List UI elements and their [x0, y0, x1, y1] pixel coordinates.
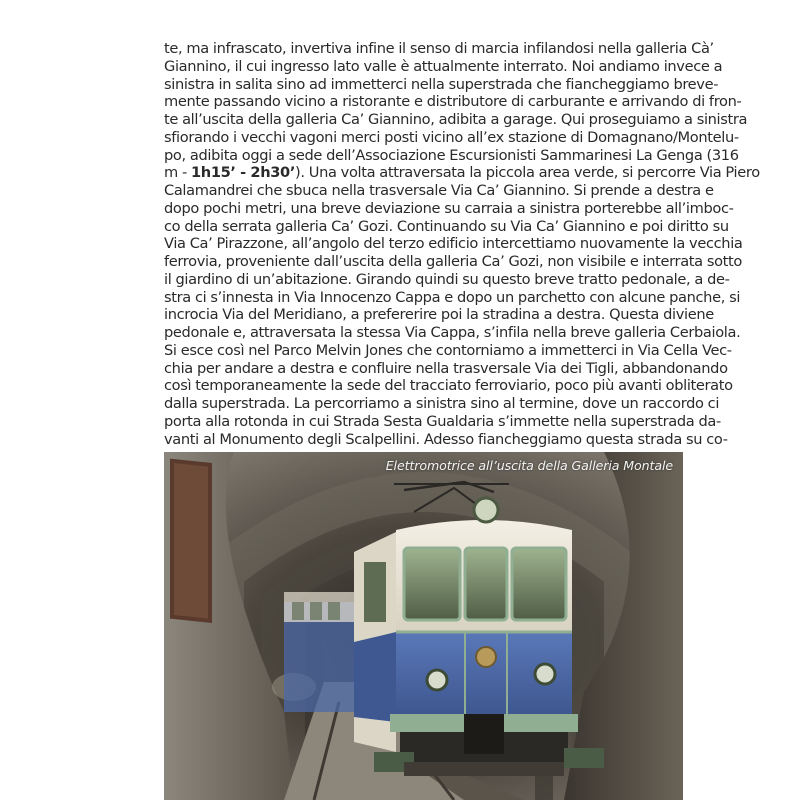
- text-line: Giannino, il cui ingresso lato valle è attualmente interrato. Noi andiamo invece a: [164, 57, 723, 75]
- text-line: vanti al Monumento degli Scalpellini. Adesso fiancheggiamo questa strada su co-: [164, 430, 728, 448]
- text-line: incrocia Via del Meridiano, a prefererire poi la stradina a destra. Questa diviene: [164, 306, 714, 324]
- text-line: sinistra in salita sino ad immetterci nella superstrada che fiancheggiamo breve-: [164, 75, 719, 93]
- text-line: stra ci s’innesta in Via Innocenzo Cappa e dopo un parchetto con alcune panche, si: [164, 288, 741, 306]
- text-line: mente passando vicino a ristorante e distributore di carburante e arrivando di fron-: [164, 93, 742, 111]
- text-segment: ). Una volta attraversata la piccola area verde, si percorre Via Piero: [295, 164, 760, 182]
- text-line: te all’uscita della galleria Ca’ Giannino, adibita a garage. Qui proseguiamo a sinistra: [164, 111, 748, 128]
- text-line: co della serrata galleria Ca’ Gozi. Continuando su Via Ca’ Giannino e poi diritto su: [164, 217, 729, 235]
- text-line: [164, 164, 760, 182]
- text-line: Via Ca’ Pirazzone, all’angolo del terzo edificio intercettiamo nuovamente la vecchia: [164, 235, 743, 253]
- text-segment: m -: [164, 164, 191, 182]
- text-line: dopo pochi metri, una breve deviazione su carraia a sinistra porterebbe all’imboc-: [164, 199, 734, 217]
- body-text: [164, 40, 760, 448]
- text-line: Si esce così nel Parco Melvin Jones che contorniamo a immetterci in Via Cella Vec-: [164, 341, 732, 359]
- train-tunnel-photo: [164, 452, 683, 800]
- photo-caption: Elettromotrice all’uscita della Galleria Montale: [385, 458, 673, 473]
- text-line: ferrovia, proveniente dall’uscita della galleria Ca’ Gozi, non visibile e interrata sotto: [164, 253, 743, 270]
- photo-illustration: [164, 452, 683, 800]
- text-line: po, adibita oggi a sede dell’Associazione Escursionisti Sammarinesi La Genga (316: [164, 146, 739, 164]
- text-line: dalla superstrada. La percorriamo a sinistra sino al termine, dove un raccordo ci: [164, 395, 720, 412]
- text-line: sfiorando i vecchi vagoni merci posti vicino all’ex stazione di Domagnano/Montelu-: [164, 128, 739, 146]
- text-line: così temporaneamente la sede del tracciato ferroviario, poco più avanti obliterato: [164, 377, 733, 395]
- text-line: il giardino di un’abitazione. Girando quindi su questo breve tratto pedonale, a de-: [164, 270, 730, 288]
- time-range-bold: 1h15’ - 2h30’: [190, 164, 296, 182]
- text-line: pedonale e, attraversata la stessa Via Cappa, s’infila nella breve galleria Cerbaiola.: [164, 324, 741, 341]
- text-line: porta alla rotonda in cui Strada Sesta Gualdaria s’immette nella superstrada da-: [164, 412, 721, 430]
- text-line: Calamandrei che sbuca nella trasversale Via Ca’ Giannino. Si prende a destra e: [164, 182, 714, 199]
- text-line: te, ma infrascato, invertiva infine il senso di marcia infilandosi nella galleria Cà’: [164, 40, 714, 57]
- text-line: chia per andare a destra e confluire nella trasversale Via dei Tigli, abbandonando: [164, 359, 728, 377]
